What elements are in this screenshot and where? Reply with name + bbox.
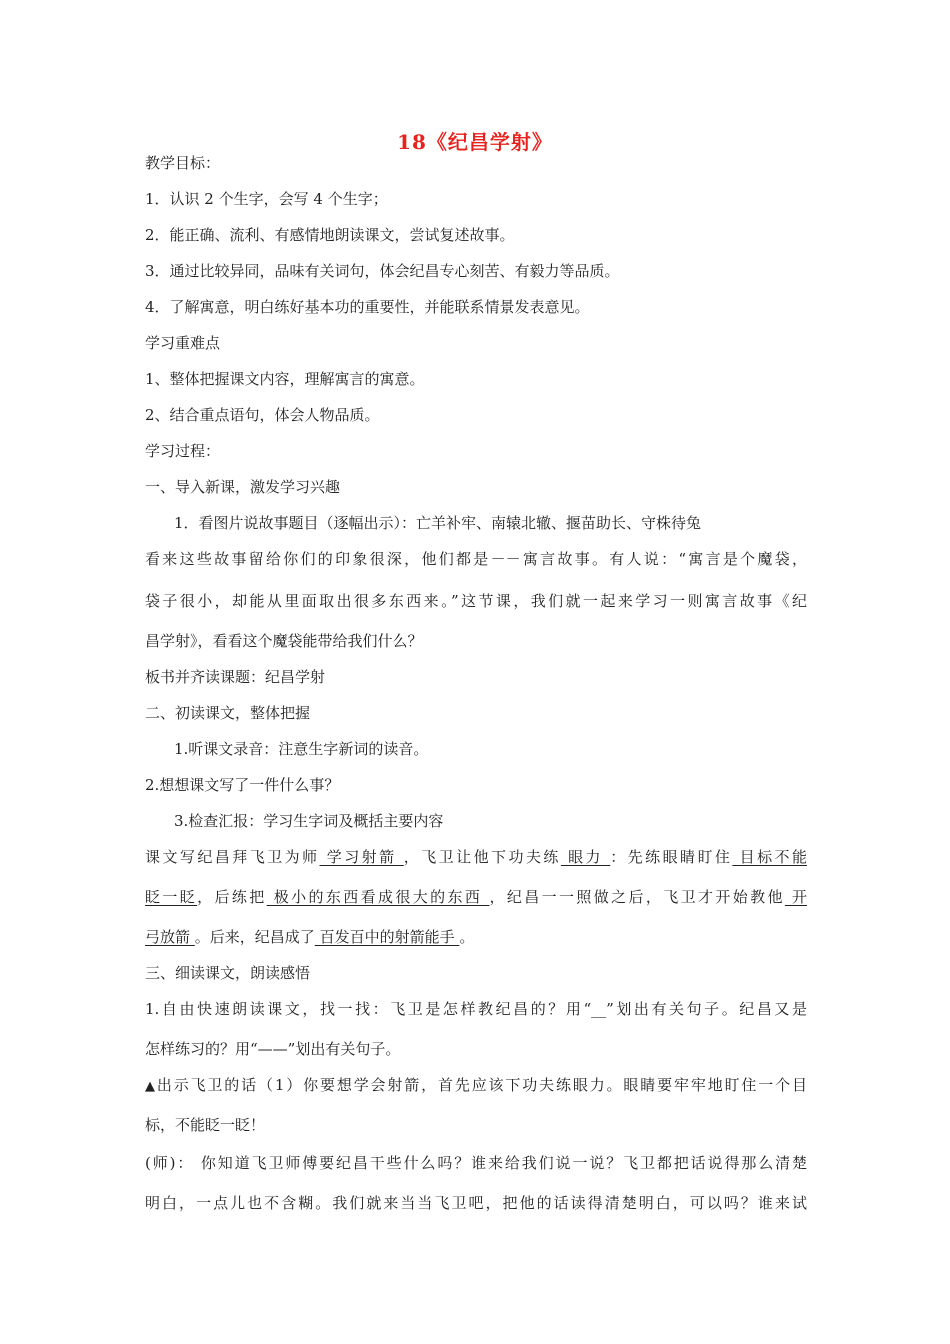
fill-text: ：先练眼睛盯住 xyxy=(610,848,733,866)
fill-text: 。 xyxy=(459,928,475,946)
intro-paragraph-line-2: 袋子很小，却能从里面取出很多东西来。”这节课，我们就一起来学习一则寓言故事《纪 xyxy=(145,592,807,610)
fill-answer-target-part-2: 眨一眨 xyxy=(145,888,198,906)
feiwei-quote-line-1 xyxy=(145,1074,807,1098)
triangle-bullet-icon: ▲ xyxy=(145,1079,157,1094)
process-heading: 学习过程： xyxy=(145,442,221,460)
fill-line-3 xyxy=(145,926,474,948)
fill-answer-shooting-part-1: 开 xyxy=(784,888,807,906)
fill-answer-learn-archery: 学习射箭 xyxy=(319,848,404,866)
question-1-line-2: 怎样练习的？用“——”划出有关句子。 xyxy=(145,1040,401,1058)
keypoint-item-1: 1、整体把握课文内容，理解寓言的寓意。 xyxy=(145,370,425,388)
quote-text: 出示飞卫的话（1）你要想学会射箭，首先应该下功夫练眼力。眼睛要牢牢地盯住一个目 xyxy=(156,1076,807,1094)
board-note: 板书并齐读课题：纪昌学射 xyxy=(145,668,326,686)
section-2-step-2: 2.想想课文写了一件什么事？ xyxy=(145,776,340,794)
fill-text: ，飞卫让他下功夫练 xyxy=(403,848,561,866)
question-1-line-1: 1.自由快速朗读课文，找一找：飞卫是怎样教纪昌的？用“__”划出有关句子。纪昌又是 xyxy=(145,1000,807,1018)
fill-answer-marksman: 百发百中的射箭能手 xyxy=(314,928,460,946)
feiwei-quote-line-2: 标，不能眨一眨！ xyxy=(145,1116,266,1134)
fill-text: ，后练把 xyxy=(197,888,267,906)
intro-paragraph-line-3: 昌学射》，看看这个魔袋能带给我们什么？ xyxy=(145,632,423,650)
goal-item-4: 4．了解寓意，明白练好基本功的重要性，并能联系情景发表意见。 xyxy=(145,298,590,316)
goals-heading: 教学目标： xyxy=(145,154,221,172)
section-3-heading: 三、细读课文，朗读感悟 xyxy=(145,964,311,982)
goal-item-3: 3．通过比较异同，品味有关词句，体会纪昌专心刻苦、有毅力等品质。 xyxy=(145,262,620,280)
section-1-step-1: 1．看图片说故事题目（逐幅出示）：亡羊补牢、南辕北辙、揠苗助长、守株待兔 xyxy=(174,514,702,532)
lesson-title: 18《纪昌学射》 xyxy=(397,130,553,154)
keypoints-heading: 学习重难点 xyxy=(145,334,221,352)
section-2-heading: 二、初读课文，整体把握 xyxy=(145,704,311,722)
keypoint-item-2: 2、结合重点语句，体会人物品质。 xyxy=(145,406,380,424)
goal-item-1: 1．认识 2 个生字，会写 4 个生字； xyxy=(145,190,388,208)
teacher-line-1: (师)： 你知道飞卫师傅要纪昌干些什么吗？谁来给我们说一说？飞卫都把话说得那么清楚 xyxy=(145,1154,807,1172)
intro-paragraph-line-1: 看来这些故事留给你们的印象很深，他们都是－－寓言故事。有人说：“寓言是个魔袋， xyxy=(145,550,807,568)
goal-item-2: 2．能正确、流利、有感情地朗读课文，尝试复述故事。 xyxy=(145,226,515,244)
section-2-step-3: 3.检查汇报：学习生字词及概括主要内容 xyxy=(174,812,444,830)
fill-answer-target-part-1: 目标不能 xyxy=(732,848,807,866)
fill-line-2 xyxy=(145,886,807,908)
fill-text: ，纪昌一一照做之后，飞卫才开始教他 xyxy=(489,888,785,906)
fill-answer-shooting-part-2: 弓放箭 xyxy=(145,928,195,946)
fill-text: 课文写纪昌拜飞卫为师 xyxy=(145,848,320,866)
fill-text: 。后来，纪昌成了 xyxy=(194,928,315,946)
section-1-heading: 一、导入新课，激发学习兴趣 xyxy=(145,478,341,496)
section-2-step-1: 1.听课文录音：注意生字新词的读音。 xyxy=(174,740,429,758)
fill-answer-small-as-large: 极小的东西看成很大的东西 xyxy=(266,888,490,906)
fill-line-1 xyxy=(145,846,807,868)
teacher-line-2: 明白，一点儿也不含糊。我们就来当当飞卫吧，把他的话读得清楚明白，可以吗？谁来试 xyxy=(145,1194,807,1212)
fill-answer-eyesight: 眼力 xyxy=(560,848,611,866)
